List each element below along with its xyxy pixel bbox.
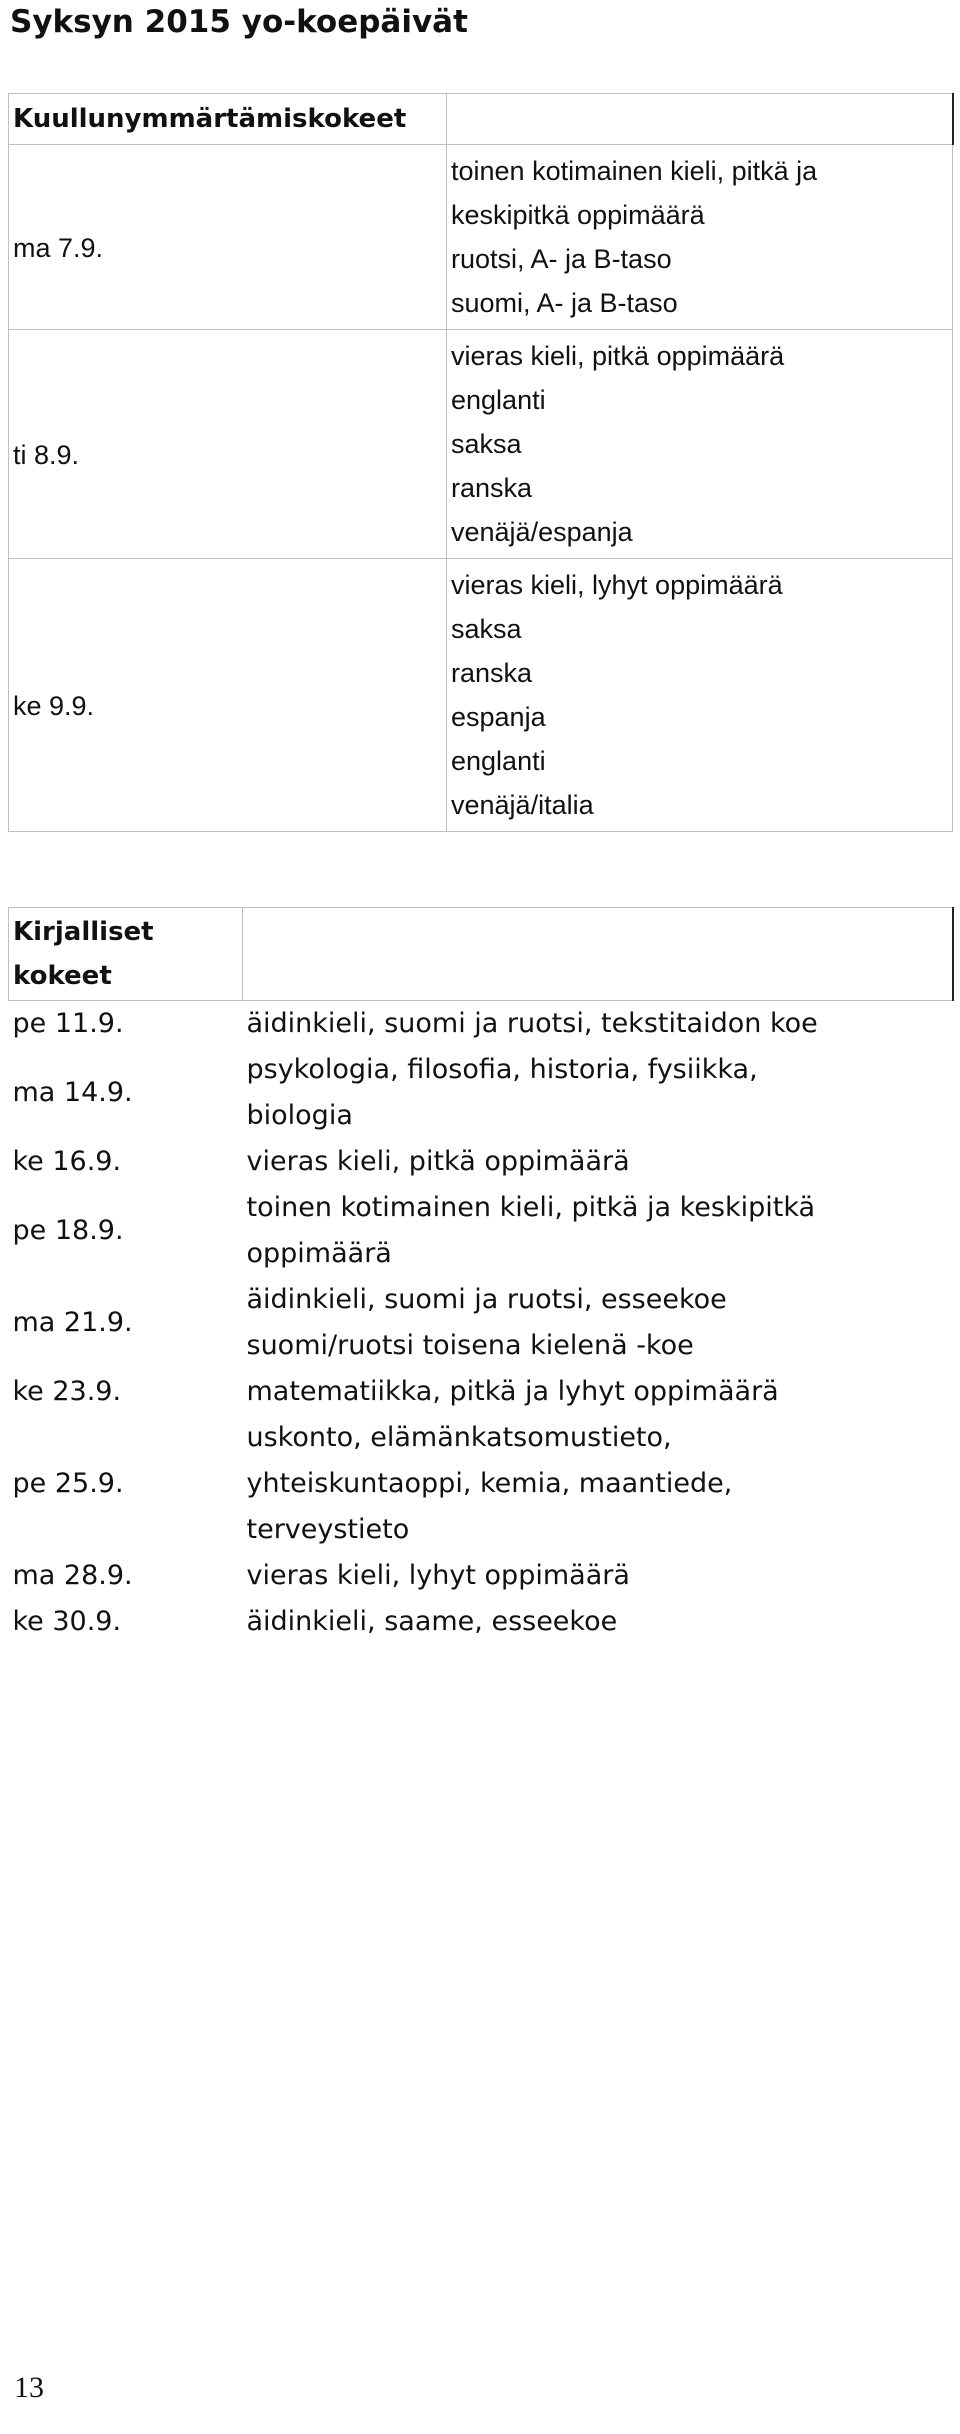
exam-date: ma 28.9.: [12, 1560, 133, 1591]
exam-date: ma 21.9.: [12, 1307, 133, 1338]
subject-line: äidinkieli, suomi ja ruotsi, esseekoe: [246, 1284, 727, 1315]
subject-line: yhteiskuntaoppi, kemia, maantiede,: [246, 1468, 733, 1499]
exam-day: ke 9.9.: [9, 559, 447, 832]
table-row: [9, 1553, 953, 1599]
table-row: [9, 1001, 953, 1048]
subject-line: suomi, A- ja B-taso: [451, 288, 678, 318]
exam-subjects: [243, 1185, 953, 1277]
subject-line: uskonto, elämänkatsomustieto,: [246, 1422, 672, 1453]
exam-date: ke 16.9.: [12, 1146, 122, 1177]
subject-line: venäjä/italia: [451, 790, 594, 820]
exam-subjects: [243, 1139, 953, 1185]
subject-line: vieras kieli, pitkä oppimäärä: [451, 341, 785, 371]
exam-subjects: [243, 1369, 953, 1415]
exam-subjects: [243, 1415, 953, 1553]
table-row: [9, 559, 953, 832]
exam-date: ma 14.9.: [12, 1077, 133, 1108]
exam-day: ti 8.9.: [9, 330, 447, 559]
subject-line: biologia: [246, 1100, 353, 1131]
subject-line: espanja: [451, 702, 546, 732]
page-title: Syksyn 2015 yo-koepäivät: [10, 4, 468, 40]
exam-date: pe 11.9.: [12, 1008, 124, 1039]
subject-line: ruotsi, A- ja B-taso: [451, 244, 672, 274]
exam-subjects: [447, 559, 953, 832]
exam-subjects: [447, 145, 953, 330]
written-tests-header-row: [9, 908, 953, 1001]
subject-line: toinen kotimainen kieli, pitkä ja: [451, 156, 818, 186]
subject-line: vieras kieli, lyhyt oppimäärä: [451, 570, 783, 600]
subject-line: oppimäärä: [246, 1238, 392, 1269]
exam-day: ma 7.9.: [9, 145, 447, 330]
table-row: [9, 1185, 953, 1277]
exam-subjects: [243, 1277, 953, 1369]
subject-line: matematiikka, pitkä ja lyhyt oppimäärä: [246, 1376, 779, 1407]
table-row: [9, 330, 953, 559]
subject-line: ranska: [451, 473, 533, 503]
table-row: [9, 1599, 953, 1645]
subject-line: ranska: [451, 658, 533, 688]
subject-line: psykologia, filosofia, historia, fysiikka,: [246, 1054, 758, 1085]
listening-tests-header-row: [9, 94, 953, 145]
exam-subjects: [243, 1599, 953, 1645]
subject-line: suomi/ruotsi toisena kielenä -koe: [246, 1330, 694, 1361]
exam-subjects: [447, 330, 953, 559]
subject-line: saksa: [451, 429, 522, 459]
exam-date: pe 18.9.: [12, 1215, 124, 1246]
subject-line: äidinkieli, suomi ja ruotsi, tekstitaidon koe: [246, 1008, 818, 1039]
subject-line: vieras kieli, lyhyt oppimäärä: [246, 1560, 630, 1591]
subject-line: englanti: [451, 385, 546, 415]
subject-line: terveystieto: [246, 1514, 410, 1545]
subject-line: vieras kieli, pitkä oppimäärä: [246, 1146, 630, 1177]
table-row: [9, 1047, 953, 1139]
subject-line: venäjä/espanja: [451, 517, 633, 547]
listening-tests-header-blank: [447, 94, 953, 145]
listening-tests-table: [8, 93, 954, 832]
written-tests-header: Kirjalliset kokeet: [9, 908, 243, 1001]
table-row: [9, 1415, 953, 1553]
page-number: 13: [14, 2371, 44, 2404]
subject-line: keskipitkä oppimäärä: [451, 200, 705, 230]
table-row: [9, 1139, 953, 1185]
exam-date: ke 23.9.: [12, 1376, 122, 1407]
written-tests-header-blank: [243, 908, 953, 1001]
written-tests-table: [8, 907, 954, 1645]
subject-line: saksa: [451, 614, 522, 644]
exam-subjects: [243, 1553, 953, 1599]
listening-tests-header: Kuullunymmärtämiskokeet: [9, 94, 447, 145]
subject-line: äidinkieli, saame, esseekoe: [246, 1606, 618, 1637]
exam-date: pe 25.9.: [12, 1468, 124, 1499]
exam-date: ke 30.9.: [12, 1606, 122, 1637]
exam-subjects: [243, 1047, 953, 1139]
table-row: [9, 1369, 953, 1415]
subject-line: toinen kotimainen kieli, pitkä ja keskipitkä: [246, 1192, 816, 1223]
exam-subjects: [243, 1001, 953, 1048]
table-row: [9, 145, 953, 330]
subject-line: englanti: [451, 746, 546, 776]
table-row: [9, 1277, 953, 1369]
